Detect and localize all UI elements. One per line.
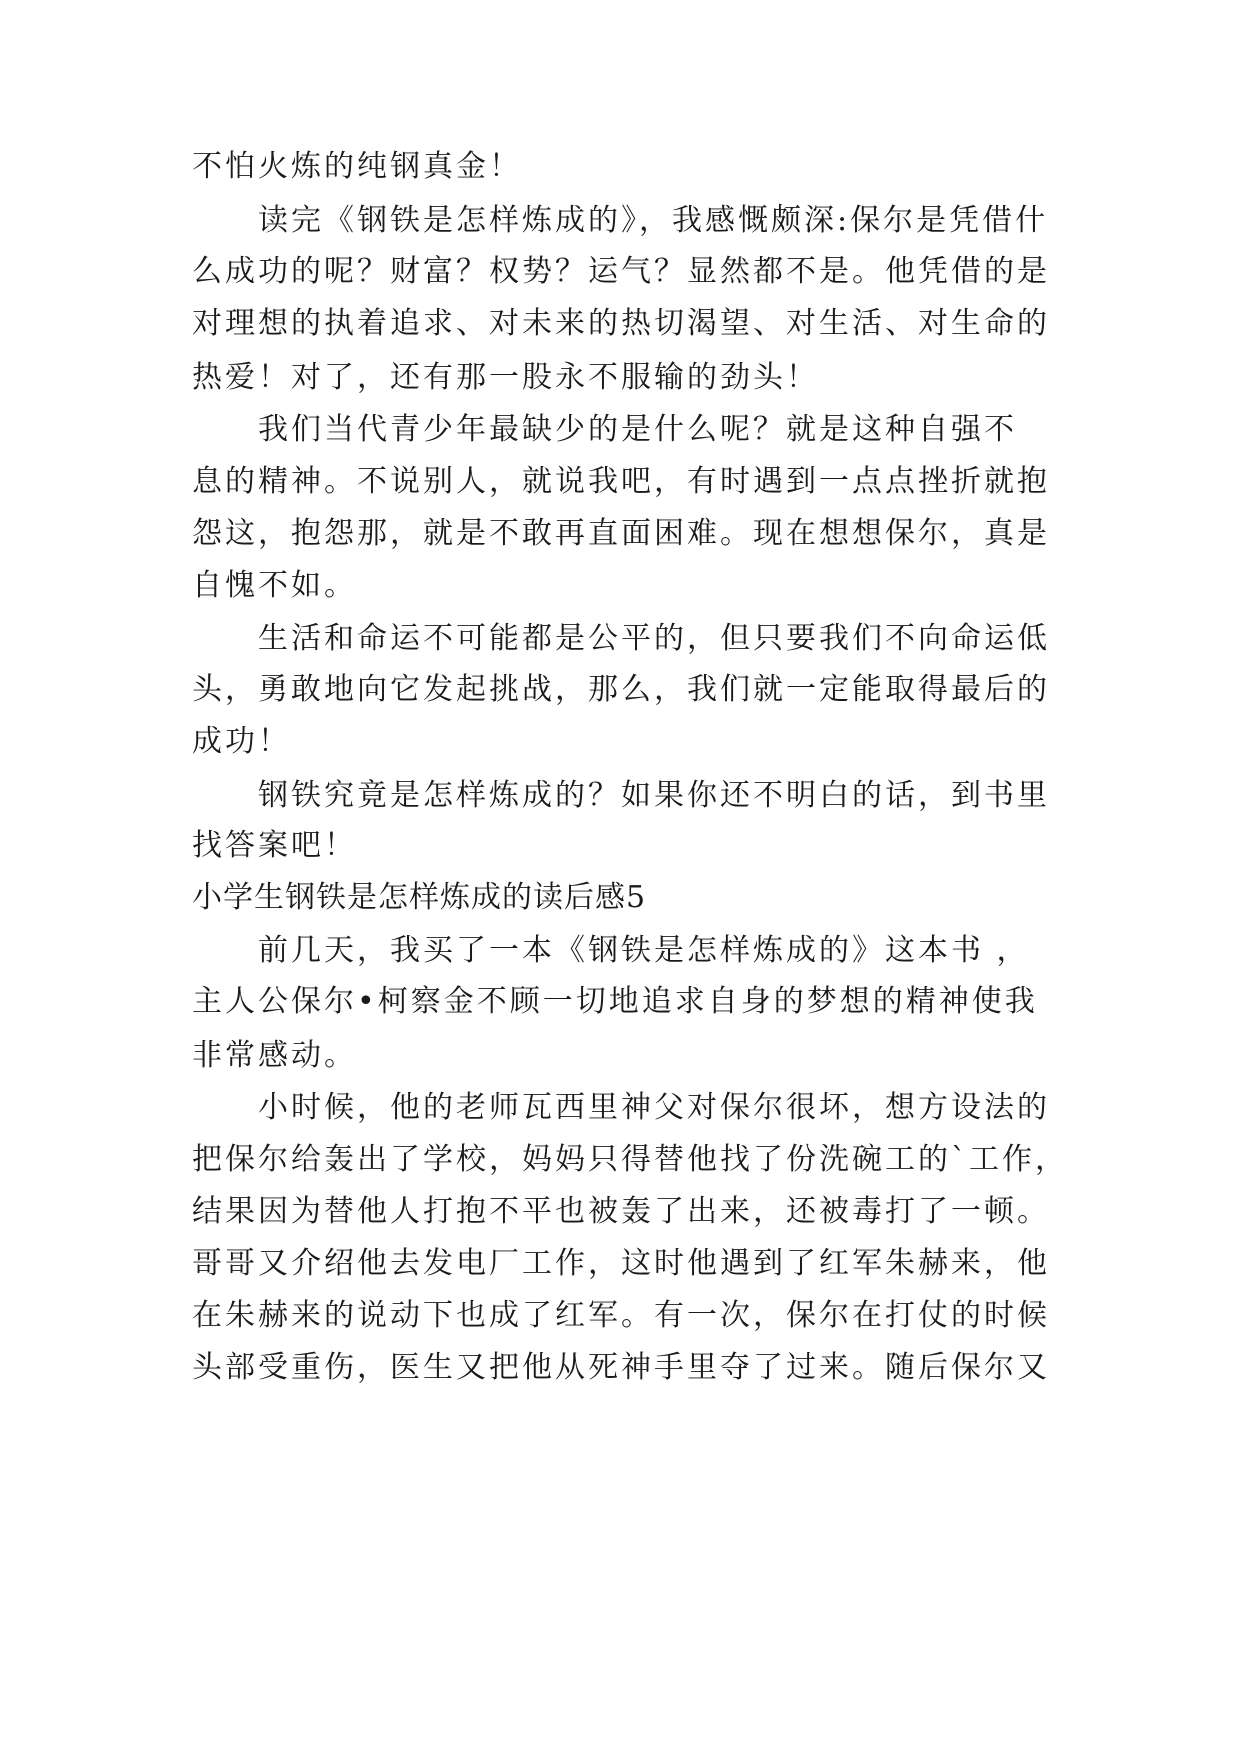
text-line: 哥哥又介绍他去发电厂工作，这时他遇到了红军朱赫来，他 [192,1246,1050,1281]
text-line: 头，勇敢地向它发起挑战，那么，我们就一定能取得最后的 [192,672,1050,707]
text-line: 成功！ [192,724,291,759]
paragraph-first-line: 我们当代青少年最缺少的是什么呢？就是这种自强不 [258,412,1017,447]
text-line: 息的精神。不说别人，就说我吧，有时遇到一点点挫折就抱 [192,464,1050,499]
text-line: 结果因为替他人打抱不平也被轰了出来，还被毒打了一顿。 [192,1194,1050,1229]
text-line: 主人公保尔•柯察金不顾一切地追求自身的梦想的精神使我 [192,984,1038,1019]
text-line: 非常感动。 [192,1038,357,1073]
text-line: 怨这，抱怨那，就是不敢再直面困难。现在想想保尔，真是 [192,516,1050,551]
text-line: 对理想的执着追求、对未来的热切渴望、对生活、对生命的 [192,306,1050,341]
text-line: 么成功的呢？财富？权势？运气？显然都不是。他凭借的是 [192,254,1050,289]
text-line: 热爱！对了，还有那一股永不服输的劲头！ [192,360,819,395]
text-line: 自愧不如。 [192,568,357,603]
text-line: 头部受重伤，医生又把他从死神手里夺了过来。随后保尔又 [192,1350,1050,1385]
paragraph-first-line: 钢铁究竟是怎样炼成的？如果你还不明白的话，到书里 [258,778,1050,813]
section-heading: 小学生钢铁是怎样炼成的读后感5 [192,880,647,915]
paragraph-first-line: 读完《钢铁是怎样炼成的》，我感慨颇深:保尔是凭借什 [258,203,1049,238]
paragraph-first-line: 小时候，他的老师瓦西里神父对保尔很坏，想方设法的 [258,1090,1050,1125]
text-line: 在朱赫来的说动下也成了红军。有一次，保尔在打仗的时候 [192,1298,1050,1333]
paragraph-first-line: 生活和命运不可能都是公平的，但只要我们不向命运低 [258,621,1050,656]
paragraph-first-line: 前几天，我买了一本《钢铁是怎样炼成的》这本书 ， [258,933,1030,968]
text-line: 把保尔给轰出了学校，妈妈只得替他找了份洗碗工的`工作， [192,1142,1068,1177]
text-line: 不怕火炼的纯钢真金！ [192,149,522,184]
text-line: 找答案吧！ [192,828,357,863]
